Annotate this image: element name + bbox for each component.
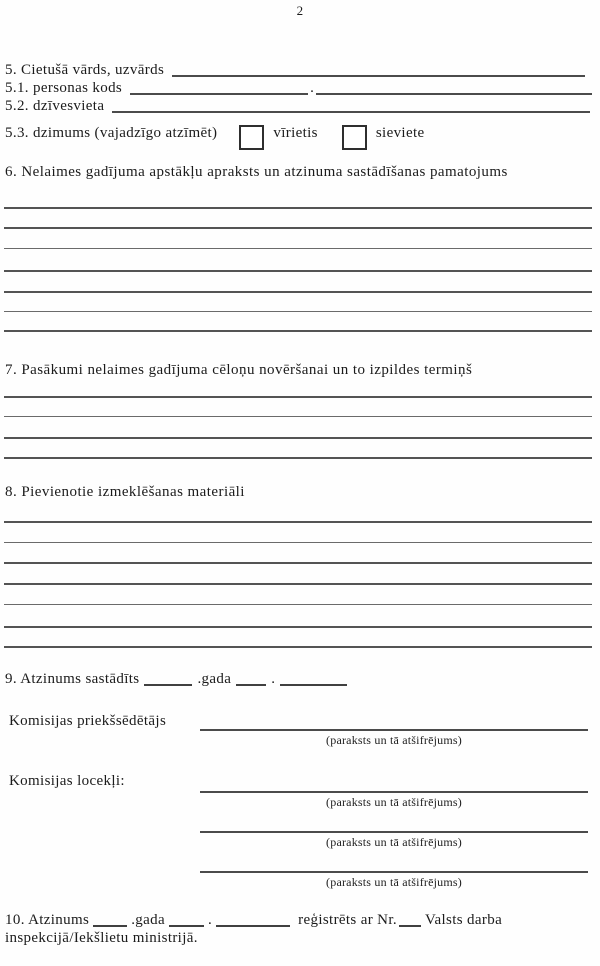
field-gender xyxy=(5,123,424,150)
statement-10-dot: . xyxy=(208,912,213,928)
ruled-line xyxy=(4,521,592,523)
blank-day-field xyxy=(169,924,204,927)
ruled-line xyxy=(4,562,592,564)
field-victim-name-label: 5. Cietušā vārds, uzvārds xyxy=(5,62,165,78)
signature-line xyxy=(200,831,588,833)
personal-code-separator: . xyxy=(310,80,315,96)
members-label: Komisijas locekļi: xyxy=(9,773,125,789)
field-personal-code-label: 5.1. personas kods xyxy=(5,80,123,96)
ruled-line xyxy=(4,626,592,628)
ruled-line xyxy=(4,416,592,417)
statement-10-line1 xyxy=(5,911,502,930)
blank-year-field xyxy=(144,683,192,686)
field-personal-code-line xyxy=(130,92,308,95)
statement-9-dot: . xyxy=(271,671,276,687)
field-personal-code-line xyxy=(316,92,592,95)
statement-9-text: 9. Atzinums sastādīts xyxy=(5,671,140,687)
field-victim-name xyxy=(5,61,585,80)
section-7-title: 7. Pasākumi nelaimes gadījuma cēloņu novēršanai un to izpildes termiņš xyxy=(5,362,473,378)
signature-line xyxy=(200,729,588,731)
ruled-line xyxy=(4,437,592,439)
ruled-line xyxy=(4,457,592,459)
checkbox-female[interactable] xyxy=(342,125,367,150)
field-personal-code xyxy=(5,79,592,98)
checkbox-male-label: vīrietis xyxy=(273,125,318,141)
field-residence xyxy=(5,97,590,116)
chairman-label: Komisijas priekšsēdētājs xyxy=(9,713,167,729)
checkbox-male[interactable] xyxy=(239,125,264,150)
ruled-line xyxy=(4,330,592,332)
ruled-line xyxy=(4,583,592,585)
signature-line xyxy=(200,791,588,793)
section-6-title: 6. Nelaimes gadījuma apstākļu apraksts un atzinuma sastādīšanas pamatojums xyxy=(5,164,508,180)
ruled-line xyxy=(4,248,592,249)
ruled-line xyxy=(4,291,592,293)
field-gender-label: 5.3. dzimums (vajadzīgo atzīmēt) xyxy=(5,125,218,141)
signature-line xyxy=(200,871,588,873)
ruled-line xyxy=(4,646,592,648)
ruled-line xyxy=(4,227,592,229)
ruled-line xyxy=(4,207,592,209)
ruled-line xyxy=(4,542,592,543)
blank-year-field xyxy=(93,924,127,927)
statement-10-registered: reģistrēts ar Nr. xyxy=(298,912,397,928)
field-residence-line xyxy=(112,110,590,113)
ruled-line xyxy=(4,270,592,272)
blank-month-field xyxy=(280,683,347,686)
field-residence-label: 5.2. dzīvesvieta xyxy=(5,98,105,114)
checkbox-female-label: sieviete xyxy=(375,125,425,141)
signature-caption: (paraksts un tā atšifrējums) xyxy=(326,733,462,747)
ruled-line xyxy=(4,604,592,605)
section-8-title: 8. Pievienotie izmeklēšanas materiāli xyxy=(5,484,245,500)
signature-caption: (paraksts un tā atšifrējums) xyxy=(326,835,462,849)
statement-9-gada: .gada xyxy=(197,671,232,687)
blank-day-field xyxy=(236,683,266,686)
page-number: 2 xyxy=(296,3,304,18)
statement-9 xyxy=(5,670,347,689)
statement-10-line2: inspekcijā/Iekšlietu ministrijā. xyxy=(5,930,198,946)
field-victim-name-line xyxy=(172,74,585,77)
ruled-line xyxy=(4,396,592,398)
signature-caption: (paraksts un tā atšifrējums) xyxy=(326,875,462,889)
blank-month-field xyxy=(216,924,290,927)
blank-number-field xyxy=(399,924,421,927)
ruled-line xyxy=(4,311,592,312)
statement-10-gada: .gada xyxy=(131,912,166,928)
signature-caption: (paraksts un tā atšifrējums) xyxy=(326,795,462,809)
statement-10-prefix: 10. Atzinums xyxy=(5,912,90,928)
statement-10-suffix: Valsts darba xyxy=(424,912,503,928)
